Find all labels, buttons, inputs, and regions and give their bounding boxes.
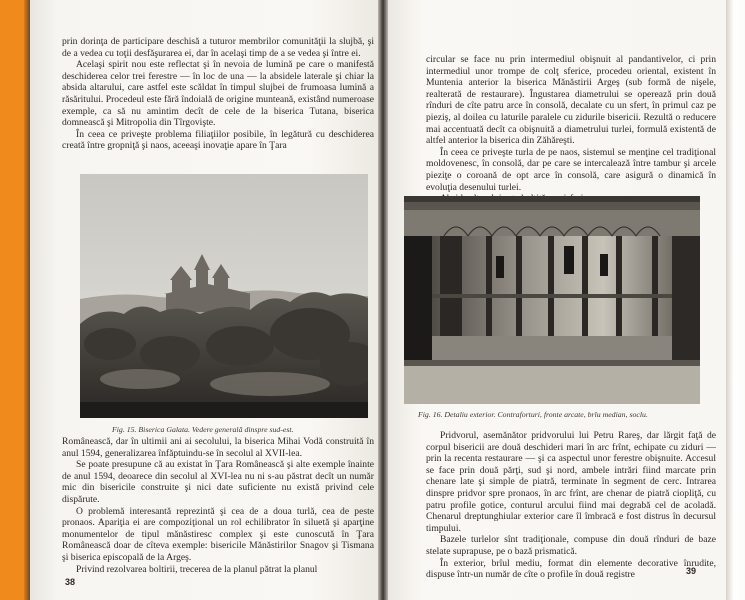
photo-church-galata [80, 174, 368, 418]
paragraph: Acelaşi spirit nou este reflectat şi în nevoia de lumină pe care o manifestă deschiderea celor trei ferestre — în loc de una — la absidele laterale şi chiar la absida altarului, care astfel este scăldat în timpul slujbei de frumoasa lumină a răsăritului. Procedeul este fără îndoială de origine munteană, existând numeroase exemple, ca să nu amintim decît de cele de la biserica Tutana, biserica domnească şi Mitropolia din Tîrgovişte. [62, 59, 374, 129]
paragraph: În ceea ce priveşte turla de pe naos, sistemul se menţine cel tradiţional moldovenesc, în consolă, dar pe care se intercalează între tambur şi arcele pieziţe o coroană de opt arce în consolă, care asigură o dinamică în evoluţia desenului turlei. [426, 146, 716, 193]
paragraph: Bazele turlelor sînt tradiţionale, compuse din două rînduri de baze stelate suprapuse, pe o bază prismatică. [426, 534, 716, 557]
background-edge [726, 0, 745, 600]
paragraph: Pridvorul, asemănător pridvorului lui Petru Rareş, dar lărgit faţă de corpul bisericii are două deschideri mari în arc frînt, echipate cu ziduri — prin la recenta restaurare — şi ca aspectul unor ferestre obişnuite. Accesul se face prin două părţi, sud şi nord, ambele intrări fiind marcate prin chenare late şi simple de piatră, terminate în segment de cerc. Intrarea dinspre pridvor spre pronaos, în arc frînt, are chenar de piatră ciopliţă, cu patru profile gotice, conturul arcului fiind mai degrabă cel de acoladă. Chenarul dreptunghiular exterior care îl îmbracă e fost distrus în decursul timpului. [426, 430, 716, 534]
right-page-text-bottom [426, 430, 716, 581]
left-page [30, 0, 378, 600]
paragraph: prin dorinţa de participare deschisă a tuturor membrilor comunităţii la slujbă, şi de a vedea cu toţii desfăşurarea ei, dar în acelaşi timp de a se vedea şi între ei. [62, 36, 374, 59]
right-page-text-top [426, 54, 716, 205]
paragraph: Se poate presupune că au existat în Ţara Românească şi alte exemple înainte de anul 1594, deoarece din secolul al XVI-lea nu ni s-au păstrat decît un număr mic din bisericile construite şi nici date suficiente nu există privind cele dispărute. [62, 459, 374, 505]
page-number: 39 [686, 566, 697, 576]
photo-exterior-detail [404, 196, 700, 404]
left-page-text-top [62, 36, 374, 152]
book-gutter [378, 0, 388, 600]
paragraph: circular se face nu prin intermediul obişnuit al pandantivelor, ci prin intermediul unor trompe de colţ sferice, procedeu oriental, existent în Muntenia anterior la biserica Mănăstirii Argeş (sub formă de nişele, realterată de restaurare). Îngustarea diametrului se operează prin două rînduri de cîte patru arce în consolă, decalate cu un sfert, în primul caz pe pieziş, al doilea cu laturile paralele cu zidurile bisericii. Rezultă o reducere mai accentuată decît ca obişnuită a diametrului turlei, formulă existentă de altfel anterior la biserica din Zăhăreşti. [426, 54, 716, 147]
paragraph: O problemă interesantă reprezintă şi cea de a doua turlă, cea de peste pronaos. Apariţia ei are compoziţional un rol echilibrator în siluetă şi aparţine monumentelor de tipul mănăstiresc complex şi este cunoscută în Ţara Românească doar de cîteva exemple: bisericile Mănăstirilor Snagov şi Tismana şi biserica episcopală de la Argeş. [62, 505, 374, 563]
paragraph: În ceea ce priveşte problema filiaţiilor posibile, în legătură cu deschiderea creată între gropniţă şi naos, aceeaşi inovaţie apare în Ţara [62, 128, 374, 152]
page-number: 38 [65, 577, 76, 587]
left-page-text-bottom [62, 436, 374, 575]
figure-caption: Fig. 15. Biserica Galata. Vedere generală dinspre sud-est. [112, 425, 294, 434]
book-cover-edge [0, 0, 30, 600]
paragraph: Românească, dar în ultimii ani ai secolului, la biserica Mihai Vodă construită în anul 1594, generalizarea înfăptuindu-se în secolul al XVII-lea. [62, 436, 374, 459]
figure-caption: Fig. 16. Detaliu exterior. Contraforturi, fronte arcate, brîu median, soclu. [418, 410, 648, 419]
right-page [388, 0, 726, 600]
paragraph: Privind rezolvarea boltirii, trecerea de la planul pătrat la planul [76, 563, 318, 575]
paragraph: În exterior, brîul mediu, format din elemente decorative înrudite, dispuse într-un număr de cîte o profile în două registre [426, 557, 716, 581]
